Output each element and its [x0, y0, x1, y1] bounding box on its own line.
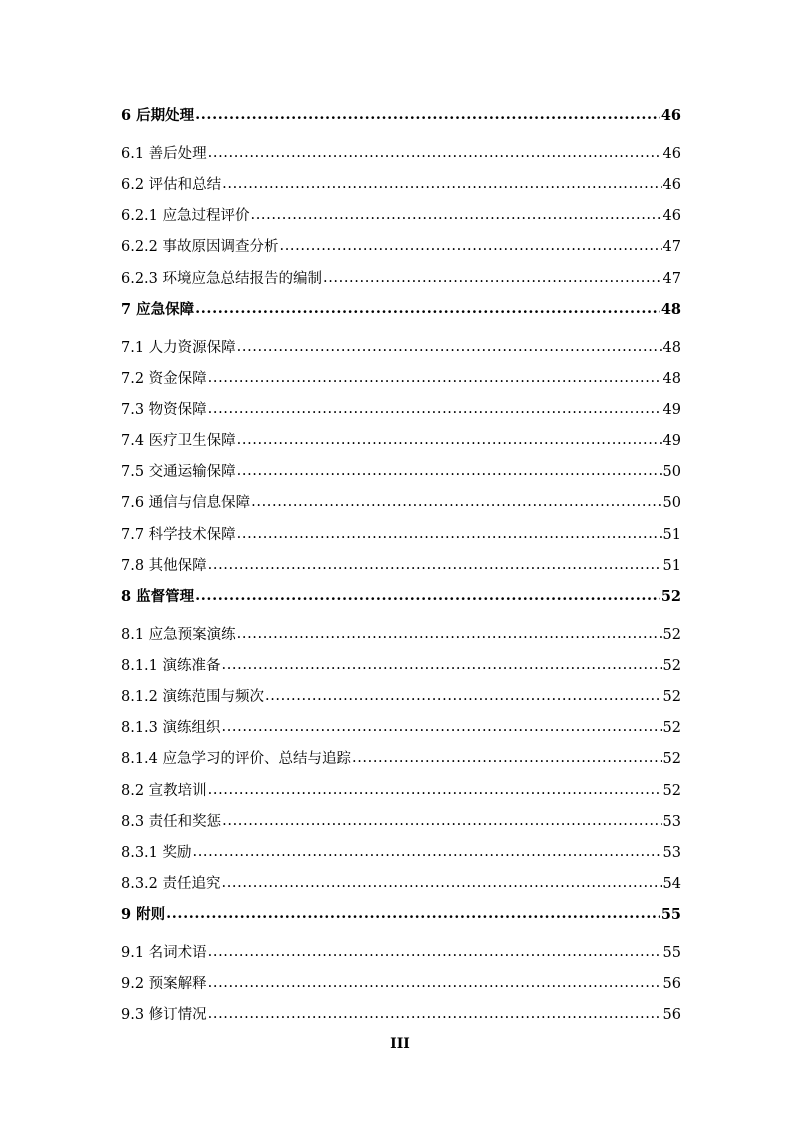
toc-entry-page-number: 46 [662, 177, 681, 194]
toc-section-entry[interactable] [121, 654, 681, 681]
toc-entry-page-number: 51 [662, 526, 681, 543]
toc-chapter-entry[interactable] [121, 298, 681, 325]
toc-entry-title: 8.1.1 演练准备 [121, 657, 221, 674]
toc-section-entry[interactable] [121, 491, 681, 518]
toc-entry-page-number: 46 [662, 208, 681, 225]
dot-leader [195, 587, 660, 604]
toc-chapter-entry[interactable] [121, 585, 681, 612]
toc-section-entry[interactable] [121, 872, 681, 899]
toc-entry-title: 8.2 宣教培训 [121, 782, 207, 799]
toc-section-entry[interactable] [121, 554, 681, 581]
dot-leader [237, 339, 662, 355]
toc-entry-title: 6.2 评估和总结 [121, 177, 222, 194]
toc-section-entry[interactable] [121, 972, 681, 999]
toc-section-entry[interactable] [121, 398, 681, 425]
toc-chapter-entry[interactable] [121, 104, 681, 131]
dot-leader [195, 300, 660, 317]
toc-entry-page-number: 52 [662, 782, 681, 799]
dot-leader [222, 719, 662, 735]
dot-leader [208, 944, 662, 960]
toc-entry-page-number: 48 [662, 339, 681, 356]
toc-entry-page-number: 46 [662, 146, 681, 162]
toc-section-entry[interactable] [121, 235, 681, 262]
toc-entry-page-number: 53 [662, 813, 681, 830]
toc-entry-page-number: 55 [662, 945, 681, 962]
dot-leader [237, 463, 662, 479]
toc-entry-title: 6.2.3 环境应急总结报告的编制 [121, 270, 323, 287]
toc-entry-title: 6.2.2 事故原因调查分析 [121, 239, 279, 256]
dot-leader [237, 626, 662, 642]
dot-leader [222, 813, 661, 829]
toc-entry-title: 6 后期处理 [121, 107, 195, 124]
toc-entry-title: 9.3 修订情况 [121, 1007, 207, 1024]
toc-entry-page-number: 50 [662, 464, 681, 481]
page-number: III [390, 1036, 410, 1052]
dot-leader [237, 526, 662, 542]
toc-section-entry[interactable] [121, 841, 681, 868]
toc-entry-page-number: 49 [662, 401, 681, 418]
dot-leader [222, 875, 662, 891]
toc-section-entry[interactable] [121, 941, 681, 968]
toc-entry-title: 8.1.4 应急学习的评价、总结与追踪 [121, 751, 352, 768]
dot-leader [195, 106, 660, 123]
toc-entry-title: 8 监督管理 [121, 587, 195, 605]
dot-leader [352, 750, 662, 766]
dot-leader [323, 270, 662, 286]
toc-entry-title: 7.5 交通运输保障 [121, 464, 236, 481]
dot-leader [265, 688, 662, 704]
toc-entry-page-number: 51 [662, 557, 681, 574]
toc-entry-title: 8.1.2 演练范围与频次 [121, 689, 265, 706]
toc-entry-page-number: 46 [660, 107, 681, 124]
toc-section-entry[interactable] [121, 716, 681, 743]
toc-entry-title: 7.6 通信与信息保障 [121, 495, 251, 512]
toc-section-entry[interactable] [121, 336, 681, 363]
toc-chapter-entry[interactable] [121, 903, 681, 930]
toc-entry-title: 8.3.2 责任追究 [121, 875, 221, 892]
dot-leader [208, 557, 662, 573]
toc-section-entry[interactable] [121, 267, 681, 294]
toc-entry-page-number: 52 [660, 587, 681, 605]
toc-entry-title: 7.3 物资保障 [121, 401, 207, 418]
toc-entry-title: 7.4 医疗卫生保障 [121, 433, 236, 450]
dot-leader [251, 494, 661, 510]
toc-entry-title: 9 附则 [121, 906, 166, 924]
toc-section-entry[interactable] [121, 429, 681, 456]
toc-entry-page-number: 48 [660, 300, 681, 318]
toc-entry-title: 9.2 预案解释 [121, 976, 207, 993]
toc-entry-page-number: 55 [660, 906, 681, 924]
toc-section-entry[interactable] [121, 204, 681, 231]
dot-leader [193, 844, 662, 860]
toc-section-entry[interactable] [121, 523, 681, 550]
dot-leader [208, 1006, 662, 1022]
toc-entry-title: 6.1 善后处理 [121, 146, 207, 162]
toc-section-entry[interactable] [121, 142, 681, 169]
toc-entry-title: 6.2.1 应急过程评价 [121, 208, 250, 225]
toc-entry-title: 9.1 名词术语 [121, 945, 207, 962]
toc-entry-page-number: 49 [662, 433, 681, 450]
toc-section-entry[interactable] [121, 173, 681, 200]
toc-entry-page-number: 53 [662, 844, 681, 861]
dot-leader [208, 975, 662, 991]
dot-leader [166, 905, 660, 922]
dot-leader [251, 207, 662, 223]
dot-leader [208, 370, 662, 386]
toc-entry-page-number: 50 [662, 495, 681, 512]
toc-section-entry[interactable] [121, 367, 681, 394]
toc-section-entry[interactable] [121, 460, 681, 487]
toc-section-entry[interactable] [121, 747, 681, 774]
toc-entry-title: 7.8 其他保障 [121, 557, 207, 574]
toc-section-entry[interactable] [121, 810, 681, 837]
toc-entry-title: 8.1 应急预案演练 [121, 626, 236, 643]
dot-leader [280, 238, 662, 254]
dot-leader [222, 176, 661, 192]
toc-entry-page-number: 56 [662, 1007, 681, 1024]
toc-entry-page-number: 48 [662, 370, 681, 387]
toc-entry-page-number: 52 [662, 626, 681, 643]
toc-entry-page-number: 52 [662, 720, 681, 737]
toc-entry-title: 7.2 资金保障 [121, 370, 207, 387]
table-of-contents [121, 104, 681, 1035]
toc-entry-page-number: 52 [662, 689, 681, 706]
toc-entry-page-number: 52 [662, 657, 681, 674]
toc-entry-title: 8.3.1 奖励 [121, 844, 192, 861]
toc-section-entry[interactable] [121, 779, 681, 806]
dot-leader [222, 657, 662, 673]
toc-section-entry[interactable] [121, 1003, 681, 1030]
toc-entry-page-number: 47 [662, 270, 681, 287]
toc-entry-title: 7.7 科学技术保障 [121, 526, 236, 543]
toc-entry-title: 8.1.3 演练组织 [121, 720, 221, 737]
toc-entry-page-number: 47 [662, 239, 681, 256]
toc-entry-page-number: 54 [662, 875, 681, 892]
toc-entry-title: 7 应急保障 [121, 300, 195, 318]
toc-entry-page-number: 52 [662, 751, 681, 768]
toc-entry-page-number: 56 [662, 976, 681, 993]
toc-entry-title: 7.1 人力资源保障 [121, 339, 236, 356]
dot-leader [237, 432, 662, 448]
toc-entry-title: 8.3 责任和奖惩 [121, 813, 222, 830]
dot-leader [208, 782, 662, 798]
dot-leader [208, 145, 662, 161]
toc-section-entry[interactable] [121, 623, 681, 650]
toc-section-entry[interactable] [121, 685, 681, 712]
dot-leader [208, 401, 662, 417]
